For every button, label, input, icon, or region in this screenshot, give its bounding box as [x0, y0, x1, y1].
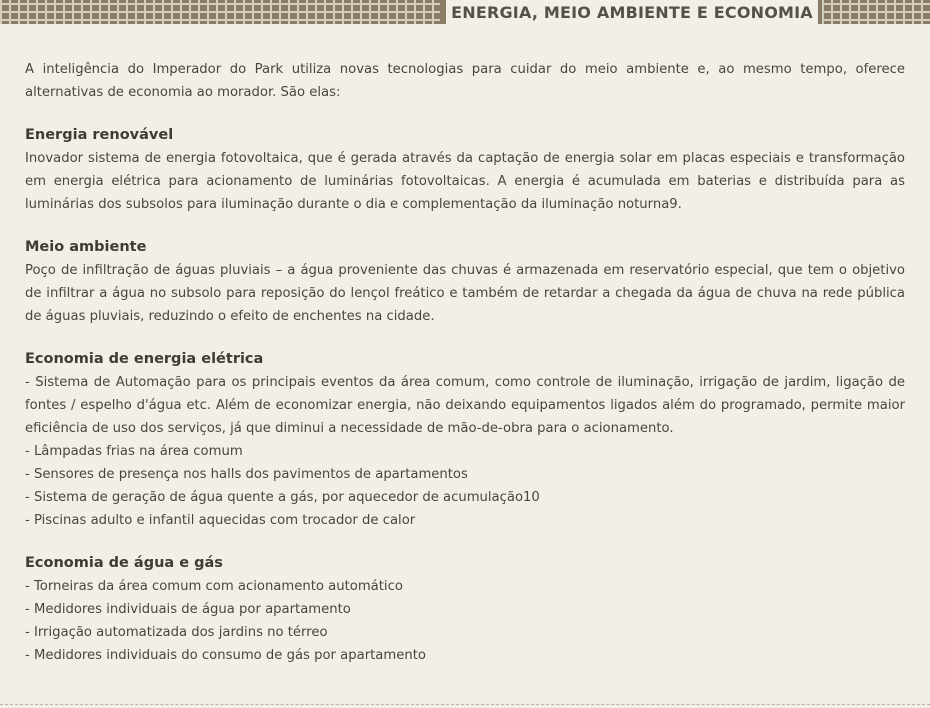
section-economia-energia: [25, 348, 905, 532]
page-title: ENERGIA, MEIO AMBIENTE E ECONOMIA: [451, 2, 813, 22]
list-item: - Lâmpadas frias na área comum: [25, 444, 243, 459]
bullet-list: [25, 371, 905, 532]
section-text: Inovador sistema de energia fotovoltaica, que é gerada através da captação de energia solar em placas especiais e transformação em energia elétrica para acionamento de luminárias fotovoltaicas. A energia é acumulada em baterias e distribuída para as luminárias dos subsolos para iluminação durante o dia e complementação da iluminação noturna9.: [25, 151, 905, 212]
title-box: [444, 0, 820, 24]
list-item: - Torneiras da área comum com acionamento automático: [25, 579, 403, 594]
bullet-list: [25, 575, 905, 667]
header-band: [0, 0, 930, 24]
section-meio-ambiente: [25, 236, 905, 328]
list-item: - Sistema de Automação para os principais eventos da área comum, como controle de iluminação, irrigação de jardim, ligação de fontes / espelho d'água etc. Além de economizar energia, não deixando equipamentos ligados além do programado, permite maior eficiência de uso dos serviços, já que diminui a necessidade de mão-de-obra para o acionamento.: [25, 375, 905, 436]
list-item: - Medidores individuais de água por apartamento: [25, 602, 351, 617]
list-item: - Medidores individuais do consumo de gás por apartamento: [25, 648, 426, 663]
section-heading: Economia de energia elétrica: [25, 351, 264, 367]
section-text: Poço de infiltração de águas pluviais – a água proveniente das chuvas é armazenada em reservatório especial, que tem o objetivo de infiltrar a água no subsolo para reposição do lençol freático e também de retardar a chegada da água de chuva na rede pública de águas pluviais, reduzindo o efeito de enchentes na cidade.: [25, 263, 905, 324]
section-heading: Energia renovável: [25, 127, 174, 143]
greek-key-border-right: [822, 0, 930, 24]
section-energia-renovavel: [25, 124, 905, 216]
intro-paragraph: A inteligência do Imperador do Park utiliza novas tecnologias para cuidar do meio ambiente e, ao mesmo tempo, oferece alternativas de economia ao morador. São elas:: [25, 62, 905, 100]
section-heading: Meio ambiente: [25, 239, 147, 255]
list-item: - Sensores de presença nos halls dos pavimentos de apartamentos: [25, 467, 468, 482]
main-content: [25, 58, 905, 687]
list-item: - Piscinas adulto e infantil aquecidas com trocador de calor: [25, 513, 416, 528]
greek-key-border-left: [0, 0, 440, 24]
section-heading: Economia de água e gás: [25, 555, 223, 571]
section-economia-agua-gas: [25, 552, 905, 667]
list-item: - Irrigação automatizada dos jardins no térreo: [25, 625, 328, 640]
list-item: - Sistema de geração de água quente a gás, por aquecedor de acumulação10: [25, 490, 540, 505]
bottom-divider: [0, 704, 930, 705]
